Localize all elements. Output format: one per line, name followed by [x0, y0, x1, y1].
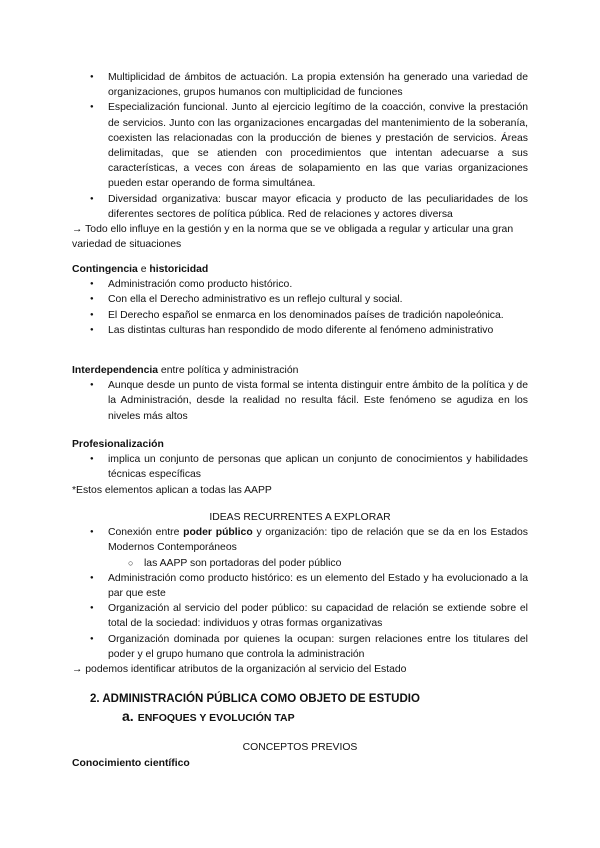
list-item: ● Administración como producto histórico. — [72, 277, 528, 292]
section-2a-heading: a. ENFOQUES Y EVOLUCIÓN TAP — [122, 708, 295, 725]
list-item: ● El Derecho español se enmarca en los denominados países de tradición napoleónica. — [72, 308, 528, 323]
section-2-heading: 2. ADMINISTRACIÓN PÚBLICA COMO OBJETO DE ESTUDIO — [90, 693, 420, 705]
list-item: ● Con ella el Derecho administrativo es un reflejo cultural y social. — [72, 292, 528, 307]
list-item: ● Organización dominada por quienes la ocupan: surgen relaciones entre los titulares del poder y el grupo humano que controla la administración — [72, 632, 528, 662]
list-item: ● Multiplicidad de ámbitos de actuación. La propia extensión ha generado una variedad de organizaciones, grupos humanos con multiplicidad de funciones — [72, 70, 528, 100]
section-intro — [72, 70, 528, 252]
list-item: ● Administración como producto histórico: es un elemento del Estado y ha evolucionado a la par que este — [72, 571, 528, 601]
list-item: ● Conexión entre poder público y organización: tipo de relación que se da en los Estados Modernos Contemporáneos — [72, 525, 528, 555]
section-interdependencia — [72, 363, 528, 424]
conceptos-previos-title: CONCEPTOS PREVIOS — [242, 742, 358, 754]
list-item: ● Las distintas culturas han respondido de modo diferente al fenómeno administrativo — [72, 323, 528, 338]
section-ideas — [72, 510, 528, 677]
contingencia-bullet-list — [72, 277, 528, 338]
interdependencia-heading: Interdependencia entre política y administración — [72, 365, 299, 376]
section-2 — [72, 692, 528, 771]
list-item: ● Organización al servicio del poder público: su capacidad de relación se extiende sobre el total de la sociedad: individuos y otras formas organizativas — [72, 601, 528, 631]
section-profesionalizacion — [72, 437, 528, 498]
contingencia-heading: Contingencia e historicidad — [72, 264, 209, 275]
interdependencia-bullet-list — [72, 378, 528, 424]
ideas-conclusion: → podemos identificar atributos de la organización al servicio del Estado — [72, 664, 407, 676]
ideas-title: IDEAS RECURRENTES A EXPLORAR — [209, 512, 391, 523]
intro-conclusion: → Todo ello influye en la gestión y en la norma que se ve obligada a regular y articular una gran variedad de situaciones — [72, 224, 514, 251]
profesionalizacion-heading: Profesionalización — [72, 439, 164, 450]
list-item: ● Diversidad organizativa: buscar mayor eficacia y producto de las peculiaridades de los diferentes sectores de política pública. Red de relaciones y actores diversa — [72, 192, 528, 222]
list-item: ● implica un conjunto de personas que aplican un conjunto de conocimientos y habilidades técnicas específicas — [72, 452, 528, 482]
note-text: *Estos elementos aplican a todas las AAPP — [72, 484, 272, 496]
conocimiento-cientifico-heading: Conocimiento científico — [72, 757, 190, 769]
sub-list-item: ○ las AAPP son portadoras del poder público — [72, 556, 528, 571]
list-item: ● Aunque desde un punto de vista formal se intenta distinguir entre ámbito de la política y de la Administración, desde la realidad no resulta fácil. Este fenómeno se agudiza en los niveles más altos — [72, 378, 528, 424]
ideas-bullet-list — [72, 525, 528, 662]
profesionalizacion-bullet-list — [72, 452, 528, 482]
list-item: ● Especialización funcional. Junto al ejercicio legítimo de la coacción, convive la prestación de servicios. Junto con las organizaciones encargadas del mantenimiento de la soberanía, coexisten las relacionadas con la producción de bienes y prestación de servicios. Áreas delimitadas, que se atienden con procedimientos que intentan adecuarse a sus características, a veces con áreas de solapamiento en las que varias organizaciones pueden estar operando de forma simultánea. — [72, 100, 528, 191]
intro-bullet-list — [72, 70, 528, 222]
section-contingencia — [72, 262, 528, 338]
